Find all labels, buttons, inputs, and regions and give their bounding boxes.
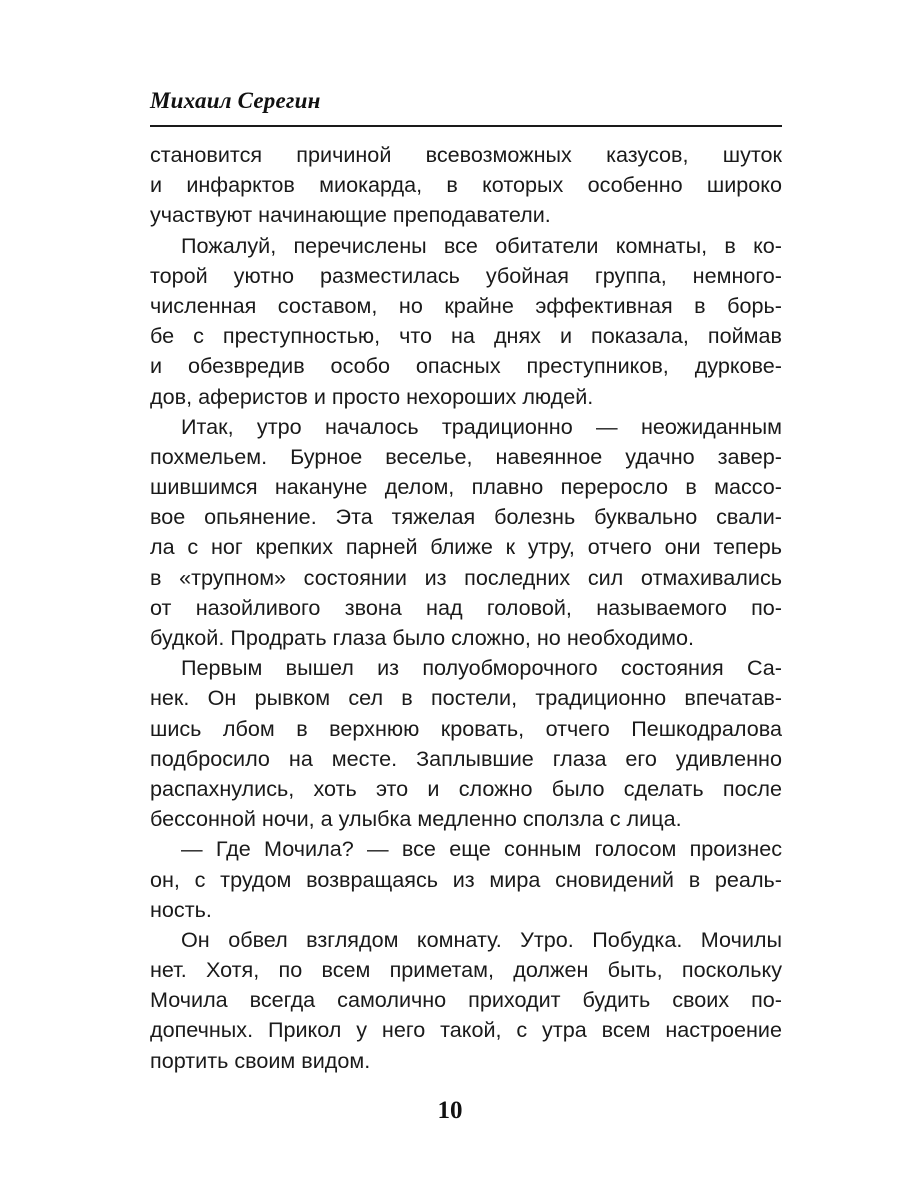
text-line: Пожалуй, перечислены все обитатели комнаты, в ко- <box>181 232 782 258</box>
text-line: в «трупном» состоянии из последних сил отмахивались <box>150 564 782 590</box>
text-line: подбросило на месте. Заплывшие глаза его удивленно <box>150 745 782 771</box>
text-line: Итак, утро началось традиционно — неожиданным <box>181 413 782 439</box>
text-line: торой уютно разместилась убойная группа, немного- <box>150 262 782 288</box>
paragraph <box>150 925 782 1076</box>
text-line: он, с трудом возвращаясь из мира сновидений в реаль- <box>150 866 782 892</box>
text-line: нек. Он рывком сел в постели, традиционно впечатав- <box>150 685 782 711</box>
text-line: и обезвредив особо опасных преступников, дуркове- <box>150 353 782 379</box>
text-line: Он обвел взглядом комнату. Утро. Побудка. Мочилы <box>181 926 782 952</box>
text-line: похмельем. Бурное веселье, навеянное удачно завер- <box>150 443 782 469</box>
header-rule <box>150 125 782 127</box>
text-line: от назойливого звона над головой, называемого по- <box>150 594 782 620</box>
paragraph <box>150 140 782 231</box>
paragraph <box>150 834 782 925</box>
text-line: шившимся накануне делом, плавно переросло в массо- <box>150 474 782 500</box>
text-line: распахнулись, хоть это и сложно было сделать после <box>150 775 782 801</box>
page-number: 10 <box>437 1097 463 1124</box>
text-line: дов, аферистов и просто нехороших людей. <box>150 383 594 409</box>
text-line: численная составом, но крайне эффективная в борь- <box>150 292 782 318</box>
text-line: становится причиной всевозможных казусов, шуток <box>150 142 782 167</box>
text-line: ность. <box>150 896 212 922</box>
text-line: шись лбом в верхнюю кровать, отчего Пешкодралова <box>150 715 782 741</box>
text-line: и инфарктов миокарда, в которых особенно широко <box>150 172 782 198</box>
text-line: Первым вышел из полуобморочного состояния Са- <box>181 655 782 681</box>
text-line: будкой. Продрать глаза было сложно, но необходимо. <box>150 625 695 650</box>
text-line: бессонной ночи, а улыбка медленно сползла с лица. <box>150 806 682 832</box>
paragraph <box>150 231 782 412</box>
text-line: нет. Хотя, по всем приметам, должен быть, поскольку <box>150 957 782 983</box>
text-line: Мочила всегда самолично приходит будить своих по- <box>150 987 782 1013</box>
paragraph <box>150 653 782 834</box>
text-line: участвуют начинающие преподаватели. <box>150 202 551 228</box>
text-line: портить своим видом. <box>150 1047 371 1073</box>
paragraph <box>150 412 782 654</box>
text-line: ла с ног крепких парней ближе к утру, отчего они теперь <box>150 534 782 560</box>
text-line: допечных. Прикол у него такой, с утра всем настроение <box>150 1017 782 1043</box>
body-text <box>150 140 782 1076</box>
running-head-author: Михаил Серегин <box>150 88 321 113</box>
text-line: бе с преступностью, что на днях и показала, поймав <box>150 323 782 349</box>
text-line: вое опьянение. Эта тяжелая болезнь буквально свали- <box>150 504 782 530</box>
text-line: — Где Мочила? — все еще сонным голосом произнес <box>181 836 782 862</box>
